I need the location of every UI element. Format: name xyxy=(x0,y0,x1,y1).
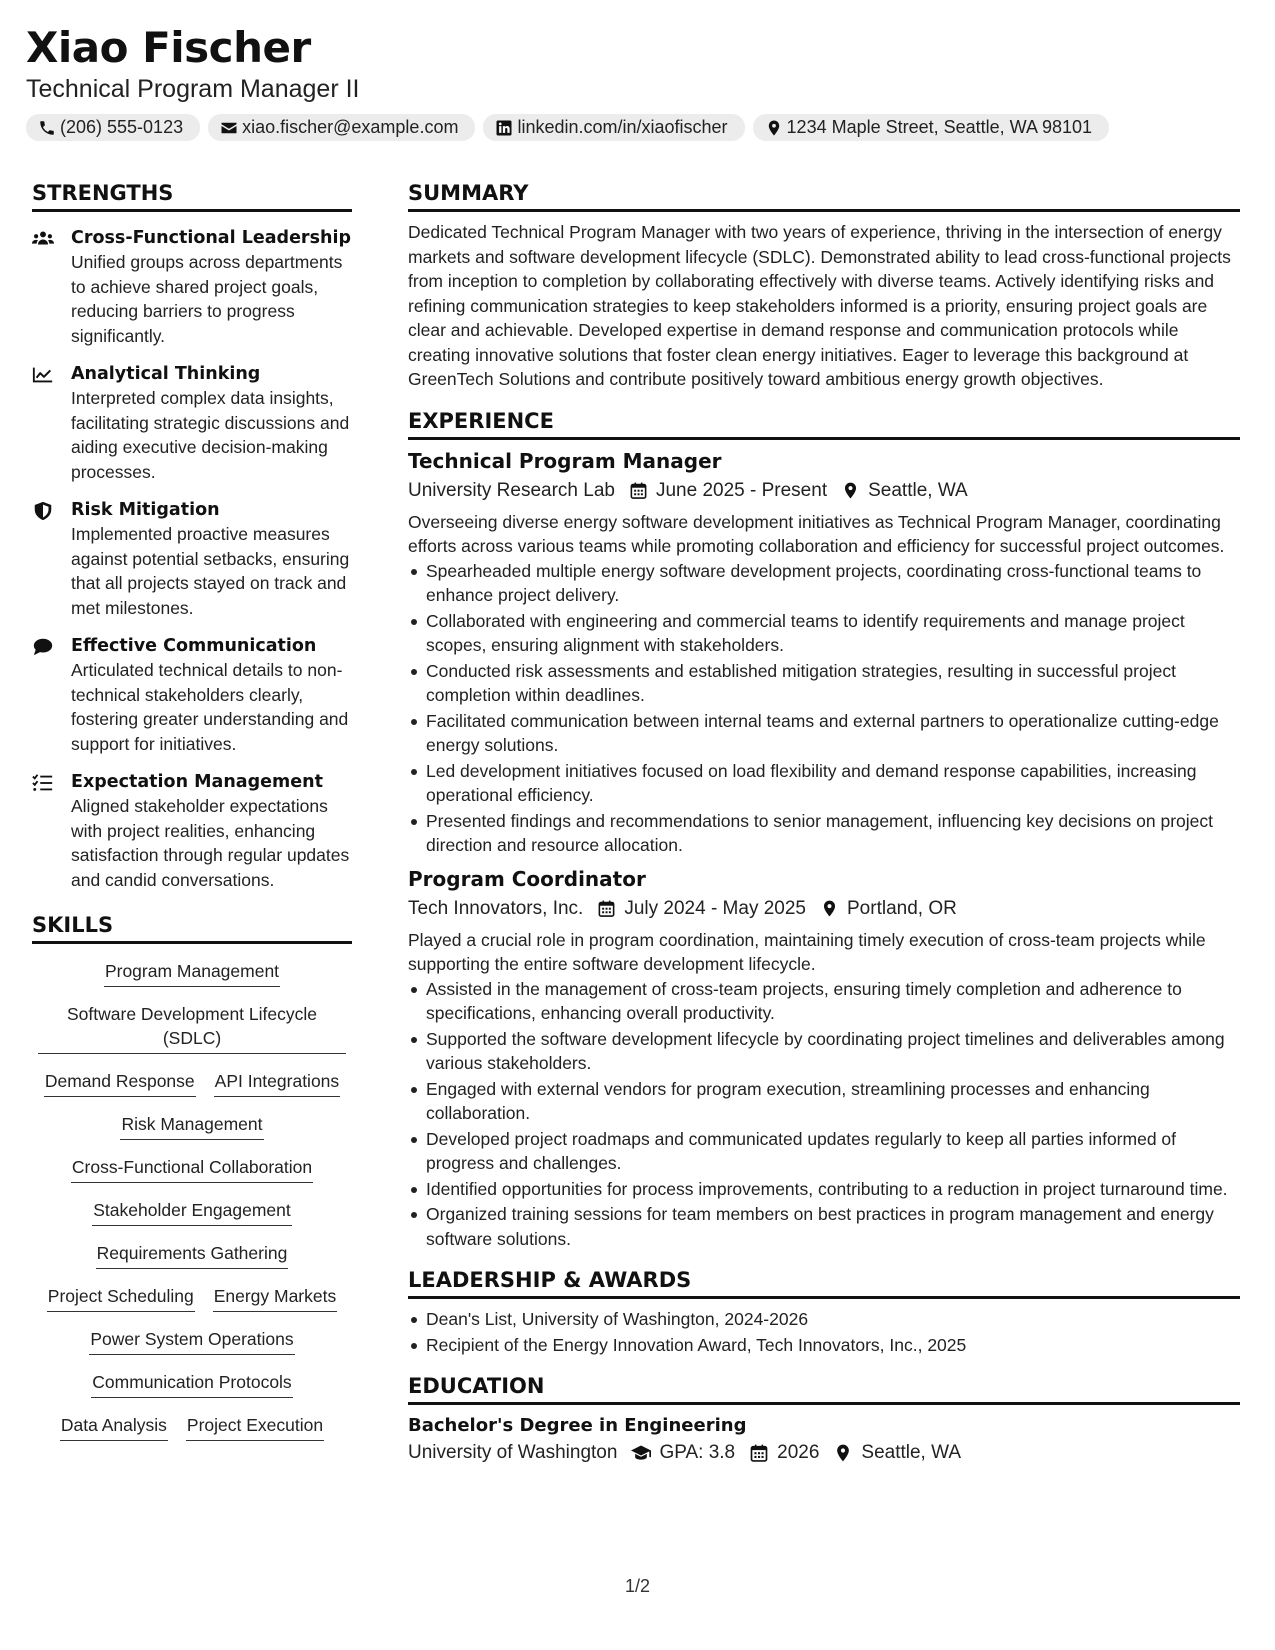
education-location: Seattle, WA xyxy=(861,1442,962,1463)
list-item: Facilitated communication between internal teams and external partners to operationalize cutting-edge energy solutions. xyxy=(426,709,1240,758)
education-divider xyxy=(408,1402,1240,1405)
job-dates: July 2024 - May 2025 xyxy=(624,897,806,919)
list-item: Spearheaded multiple energy software development projects, coordinating cross-functional teams to enhance project delivery. xyxy=(426,559,1240,608)
phone-icon xyxy=(38,119,56,137)
job-entry xyxy=(408,446,1240,858)
skill-tag: Energy Markets xyxy=(213,1284,338,1312)
list-item: Engaged with external vendors for program execution, streamlining processes and enhancing collaboration. xyxy=(426,1077,1240,1126)
summary-heading: SUMMARY xyxy=(408,181,529,205)
strength-description: Unified groups across departments to achieve shared project goals, reducing barriers to progress significantly. xyxy=(71,252,343,346)
address-text: 1234 Maple Street, Seattle, WA 98101 xyxy=(786,117,1093,137)
job-location: Seattle, WA xyxy=(868,479,968,501)
experience-heading: EXPERIENCE xyxy=(408,408,554,433)
job-bullets xyxy=(408,559,1240,858)
job-meta xyxy=(408,894,1240,924)
chart-line-icon xyxy=(32,365,54,385)
calendar-icon xyxy=(749,1443,769,1463)
strength-title: Expectation Management xyxy=(71,772,323,792)
skill-tag: Power System Operations xyxy=(89,1327,294,1355)
strength-item xyxy=(32,770,352,892)
list-item: Organized training sessions for team members on best practices in program management and energy software solutions. xyxy=(426,1202,1240,1251)
skill-tag: Demand Response xyxy=(44,1069,196,1097)
email-text: xiao.fischer@example.com xyxy=(242,117,459,137)
experience-divider xyxy=(408,437,1240,440)
candidate-name: Xiao Fischer xyxy=(26,23,311,72)
strength-title: Effective Communication xyxy=(71,636,317,656)
strength-item xyxy=(32,226,352,348)
graduation-cap-icon xyxy=(631,1443,651,1463)
contact-bar xyxy=(26,114,1109,141)
location-pin-icon xyxy=(820,899,839,918)
skill-tag: Requirements Gathering xyxy=(96,1241,289,1269)
job-entry xyxy=(408,864,1240,1252)
skill-tag: Project Scheduling xyxy=(47,1284,195,1312)
skill-tag: Communication Protocols xyxy=(91,1370,292,1398)
skills-divider xyxy=(32,941,352,944)
awards-divider xyxy=(408,1296,1240,1299)
list-item: Collaborated with engineering and commercial teams to identify requirements and manage project scopes, ensuring alignment with stakeholders. xyxy=(426,609,1240,658)
right-column xyxy=(408,178,1240,1467)
skill-tag: Cross-Functional Collaboration xyxy=(71,1155,313,1183)
strength-title: Cross-Functional Leadership xyxy=(71,228,351,248)
linkedin-text: linkedin.com/in/xiaofischer xyxy=(517,117,728,137)
list-item: Conducted risk assessments and established mitigation strategies, resulting in successful project completion within deadlines. xyxy=(426,659,1240,708)
skill-tag: API Integrations xyxy=(214,1069,341,1097)
page-number: 1/2 xyxy=(624,1576,651,1596)
skill-tag: Project Execution xyxy=(186,1413,324,1441)
location-pin-icon xyxy=(841,481,860,500)
job-dates: June 2025 - Present xyxy=(655,479,828,501)
education-year: 2026 xyxy=(777,1442,820,1463)
list-item: Assisted in the management of cross-team projects, ensuring timely completion and adherence to specifications, enhancing overall productivity. xyxy=(426,977,1240,1026)
strengths-divider xyxy=(32,209,352,212)
checklist-icon xyxy=(32,773,54,793)
list-item: Dean's List, University of Washington, 2024-2026 xyxy=(426,1307,1240,1332)
skills-heading: SKILLS xyxy=(32,913,114,937)
envelope-icon xyxy=(220,119,238,137)
summary-text: Dedicated Technical Program Manager with two years of experience, thriving in the intersection of energy markets and software development lifecycle (SDLC). Demonstrated ability to lead cross-functional projects from inception to completion by collaborating effectively with diverse teams. Actively identifying risks and refining communication strategies to keep stakeholders informed is a priority, ensuring project goals are clear and achievable. Developed expertise in demand response and communication protocols while creating innovative solutions that foster clean energy initiatives. Eager to leverage this background at GreenTech Solutions and contribute positively toward ambitious energy growth objectives. xyxy=(408,222,1231,389)
job-description: Played a crucial role in program coordination, maintaining timely execution of cross-team projects while supporting the entire software development lifecycle. xyxy=(408,929,1206,974)
job-company: Tech Innovators, Inc. xyxy=(408,897,584,919)
list-item: Developed project roadmaps and communicated updates regularly to keep all parties informed of progress and challenges. xyxy=(426,1127,1240,1176)
education-heading: EDUCATION xyxy=(408,1374,545,1398)
awards-list xyxy=(408,1307,1240,1357)
left-column xyxy=(32,178,352,1441)
job-location: Portland, OR xyxy=(847,897,957,919)
email-chip[interactable] xyxy=(208,114,475,141)
job-bullets xyxy=(408,977,1240,1252)
list-item: Recipient of the Energy Innovation Award, Tech Innovators, Inc., 2025 xyxy=(426,1333,1240,1358)
strength-description: Articulated technical details to non-technical stakeholders clearly, fostering greater understanding and support for initiatives. xyxy=(71,660,349,754)
job-company: University Research Lab xyxy=(408,479,615,501)
skill-tag: Software Development Lifecycle (SDLC) xyxy=(38,1002,346,1054)
skill-tag: Risk Management xyxy=(120,1112,263,1140)
speech-bubble-icon xyxy=(32,637,54,657)
list-item: Led development initiatives focused on load flexibility and demand response capabilities, increasing operational efficiency. xyxy=(426,759,1240,808)
strength-item xyxy=(32,498,352,620)
strength-description: Interpreted complex data insights, facilitating strategic discussions and aiding executive decision-making processes. xyxy=(71,388,350,482)
calendar-icon xyxy=(629,481,648,500)
phone-chip[interactable] xyxy=(26,114,200,141)
strength-description: Aligned stakeholder expectations with project realities, enhancing satisfaction through regular updates and candid conversations. xyxy=(71,796,350,890)
phone-text: (206) 555-0123 xyxy=(60,117,184,137)
strength-title: Risk Mitigation xyxy=(71,500,220,520)
skill-tag: Program Management xyxy=(104,959,280,987)
users-icon xyxy=(32,229,54,249)
strength-description: Implemented proactive measures against potential setbacks, ensuring that all projects stayed on track and met milestones. xyxy=(71,524,350,618)
strength-item xyxy=(32,634,352,756)
list-item: Supported the software development lifecycle by coordinating project timelines and deliverables among various stakeholders. xyxy=(426,1027,1240,1076)
job-role: Program Coordinator xyxy=(408,866,646,891)
location-pin-icon xyxy=(833,1443,853,1463)
address-chip xyxy=(753,114,1110,141)
education-school: University of Washington xyxy=(408,1442,618,1463)
job-role: Technical Program Manager xyxy=(408,448,722,473)
candidate-title: Technical Program Manager II xyxy=(26,75,360,103)
skill-tag: Data Analysis xyxy=(60,1413,168,1441)
education-meta xyxy=(408,1439,1240,1467)
summary-divider xyxy=(408,209,1240,212)
calendar-icon xyxy=(597,899,616,918)
skills-list xyxy=(32,959,352,1441)
job-description: Overseeing diverse energy software development initiatives as Technical Program Manager, coordinating efforts across various teams while promoting collaboration and efficiency for successful project outcomes. xyxy=(408,511,1225,556)
linkedin-chip[interactable] xyxy=(483,114,744,141)
strength-title: Analytical Thinking xyxy=(71,364,261,384)
list-item: Presented findings and recommendations to senior management, influencing key decisions on project direction and resource allocation. xyxy=(426,809,1240,858)
awards-heading: LEADERSHIP & AWARDS xyxy=(408,1268,692,1292)
list-item: Identified opportunities for process improvements, contributing to a reduction in project turnaround time. xyxy=(426,1177,1240,1202)
strengths-heading: STRENGTHS xyxy=(32,181,174,205)
education-degree: Bachelor's Degree in Engineering xyxy=(408,1415,747,1436)
job-meta xyxy=(408,476,1240,506)
location-pin-icon xyxy=(765,119,783,137)
strength-item xyxy=(32,362,352,484)
shield-icon xyxy=(32,501,54,521)
skill-tag: Stakeholder Engagement xyxy=(92,1198,292,1226)
linkedin-icon xyxy=(495,119,513,137)
education-gpa: GPA: 3.8 xyxy=(659,1442,736,1463)
